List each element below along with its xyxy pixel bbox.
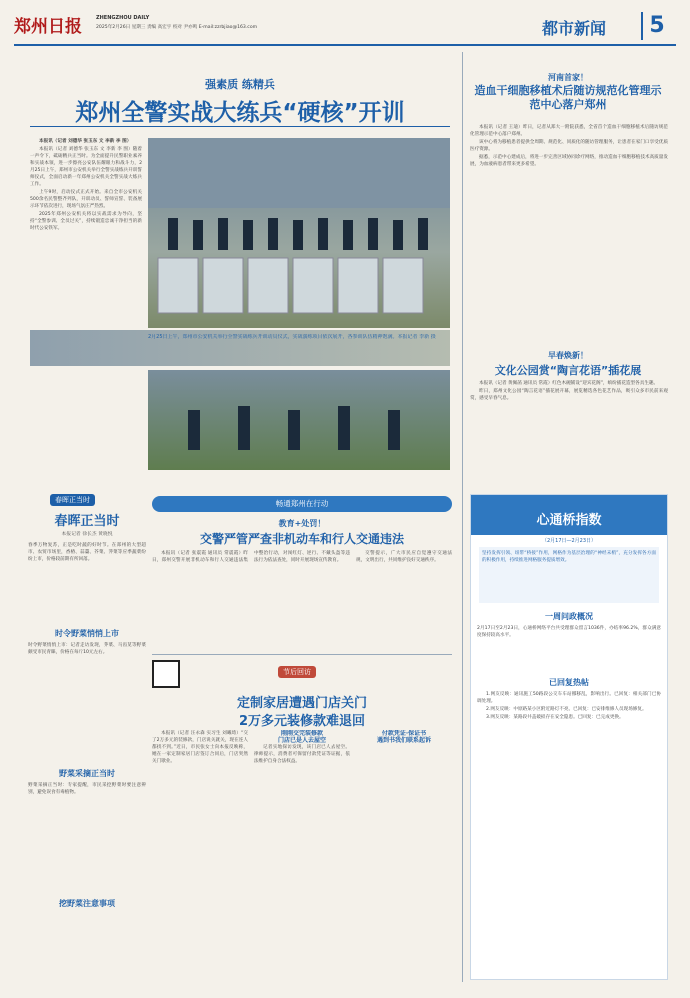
- lead-photo-caption: 2月25日上午，郑州市公安机关举行全警实战练兵开训动员仪式，实战演练项目依次展开，各参训队伍精神饱满。本报记者 李新 摄: [148, 334, 436, 340]
- spring-tag: 春晖正当时: [50, 494, 95, 506]
- traffic-kicker: 教育+处罚！: [278, 519, 326, 528]
- spring-byline: 本报记者 徐长杰 黄晓悦: [61, 532, 113, 537]
- traffic-paragraph: 交警提示，广大市民应自觉遵守交通法规，文明出行，共同维护良好交通秩序。: [356, 551, 452, 563]
- lead-paragraph: 2025年郑州公安机关将以实战需求为导向，坚持“全警参训、全员过关”，持续锻造忠诚干净担当的新时代公安铁军。: [30, 212, 142, 231]
- spring-sub2: 野菜采摘正当时: [59, 769, 115, 778]
- home-tag: 节后回访: [278, 666, 316, 678]
- masthead-rule: [14, 44, 676, 46]
- traffic-title: 交警严管严查非机动车和行人交通违法: [199, 532, 404, 546]
- dateline: 2025年2月26日 星期三 责编 高宏宇 校对 尹亦鸣 E-mail:zzrbjiao@163.com: [96, 25, 258, 30]
- stemcell-paragraph: 本报讯（记者 王迪）昨日，记者从郑大一附院获悉，全省首个造血干细胞移植术后随访规范化管理示范中心落户郑州。: [470, 125, 668, 137]
- page-number: 5: [641, 12, 671, 40]
- spring-body: 时令野菜悄悄上市：记者走访发现，荠菜、马齿苋等野菜颇受市民青睐，价格在每斤10元左右。: [28, 643, 146, 655]
- flower-body: [470, 380, 668, 488]
- traffic-body: [152, 550, 452, 650]
- spring-column: [28, 494, 146, 980]
- masthead: [14, 12, 674, 44]
- stemcell-paragraph: 据悉，示范中心建成后，将进一步完善区域协同诊疗网络，推动造血干细胞移植技术高质量发展，为血液病患者带来更多希望。: [470, 155, 668, 167]
- traffic-banner: [152, 496, 452, 512]
- newspaper-logo: 郑州日报: [14, 17, 82, 37]
- home-sub1b: 门店已是人去屋空: [277, 737, 326, 744]
- lead-paragraph: 本报讯（记者 刘德华 张玉东 文 李新 李 图）随着一声令下，砥砺精兵正当时。为全面提升民警职业素养和实战本领，进一步擦亮公安队伍耀眼力和战斗力，2月25日上午，郑州市公安机关举行全警实战练兵开训誓师仪式，全面启动新一年郑州公安机关全警实战大练兵工作。: [30, 147, 142, 187]
- stemcell-body: [470, 124, 668, 342]
- xintong-item: 3.网友反映：某路段井盖破损存在安全隐患。已回复：已完成更换。: [486, 715, 624, 720]
- spring-body: 野菜采摘正当时：专家提醒，市民采挖野菜时要注意辨别，避免误食有毒植物。: [28, 783, 146, 795]
- xintong-week-title: 一周问政概况: [545, 612, 593, 621]
- xintong-banner: 心通桥指数: [536, 513, 602, 528]
- lead-byline: 本报讯（记者 刘德华 张玉东 文 李新 李 图）: [39, 139, 132, 144]
- home-paragraph: 记者实地探访发现，该门店已人去屋空。律师提示，消费者可保留付款凭证等证据，依法维护自身合法权益。: [254, 745, 350, 764]
- lead-photo-drill: [148, 370, 450, 470]
- flower-kicker: 早春焕新！: [548, 351, 588, 360]
- column-divider: [462, 52, 463, 982]
- traffic-paragraph: 本报讯（记者 张震霞 通讯员 常震霞）昨日，郑州交警开展非机动车和行人交通违法集中整治行动，对闯红灯、逆行、不戴头盔等违法行为依法查处，同时开展现场宣传教育。: [152, 551, 350, 563]
- spring-title: 春晖正当时: [54, 514, 120, 529]
- pinyin-title: ZHENGZHOU DAILY: [96, 15, 150, 21]
- xintong-done-list: [477, 691, 661, 973]
- home-header: [152, 660, 452, 690]
- xintong-item: 2.网友反映：中原路某小区附近路灯不亮。已回复：已安排维修人员现场修复。: [486, 707, 647, 712]
- lead-photo-formation: [148, 138, 450, 328]
- lead-title: 郑州全警实战大练兵“硬核”开训: [75, 100, 405, 126]
- flower-paragraph: 昨日，郑州文化公园“陶言花语”插花展开幕，展览精选各色花艺作品，吸引众多市民前来观赏，感受早春气息。: [470, 389, 668, 401]
- spring-body: 春季万物复苏，正是吃时蔬的好时节。在郑州的大型超市、农贸市场里，香椿、蒜薹、芥菜、荠菜等应季蔬菜纷纷上市，价格较前期有所回落。: [28, 543, 146, 562]
- stemcell-kicker: 河南首家！: [548, 73, 588, 82]
- home-paragraph: 本报讯（记者 汪永森 实习生 刘曦琦）“交了2万多元的装修款，门店说关就关，现在连人都找不到。”近日，市民张女士向本报反映称，她在一家定制家居门店签订合同后，门店突然关门歇业。: [152, 731, 248, 764]
- section-name: 都市新闻: [542, 19, 607, 38]
- home-title-1: 定制家居遭遇门店关门: [236, 696, 367, 711]
- home-sub1: 刚刚交完装修款: [280, 730, 323, 737]
- qr-code-icon: [152, 660, 180, 688]
- stemcell-paragraph: 该中心将为移植患者提供全周期、规范化、同质化的随访管理服务，让患者在家门口享受优质医疗资源。: [470, 140, 668, 152]
- lead-title-rule: [30, 126, 450, 127]
- xintong-panel: [470, 494, 668, 980]
- lead-paragraph: 上午9时，启动仪式正式开始。来自全市公安机关500余名民警整齐列队，开训动员、誓师宣誓、装备展示环节依次进行，现场气氛庄严热烈。: [30, 190, 142, 209]
- home-title-2: 2万多元装修款难退回: [238, 714, 366, 729]
- flower-title: 文化公园赏“陶言花语”插花展: [494, 364, 642, 377]
- spring-sub3: 挖野菜注意事项: [59, 899, 115, 908]
- traffic-tag: 畅通郑州在行动: [275, 499, 329, 508]
- spring-sub1: 时令野菜悄悄上市: [55, 629, 119, 638]
- home-sub2: 付款凭证·保证书: [381, 730, 427, 737]
- xintong-item: 1.网友反映：通讯施工50路段公交车车站挪移乱，影响出行。已回复：相关部门已协调处理。: [477, 692, 661, 704]
- home-body: [152, 730, 452, 978]
- xintong-intro: 坚持发挥引领、纽带“桥接”作用，网格作为基层治理的“神经末梢”，充分发挥各方面的积极作用，持续推进网格服务提质增效。: [479, 547, 659, 603]
- stemcell-title: 造血干细胞移植术后随访规范化管理示范中心落户郑州: [474, 84, 662, 111]
- home-sub2b: 遇到书我们联系起诉: [376, 737, 431, 744]
- xintong-week-text: 2月17日至2月23日，心通桥网络平台共受理群众留言1036件，办结率96.2%，群众满意度保持较高水平。: [477, 626, 661, 638]
- xintong-date: （2月17日—2月23日）: [541, 538, 597, 544]
- lead-kicker: 强素质 练精兵: [205, 78, 275, 91]
- flower-paragraph: 本报讯（记者 黄佩菡 通讯员 常霞）红色木碗铺设“迎宾花阁”，缤纷插花造型各具生趣。: [479, 381, 659, 386]
- home-rule: [152, 654, 452, 655]
- xintong-done-title: 已回复热帖: [549, 678, 589, 687]
